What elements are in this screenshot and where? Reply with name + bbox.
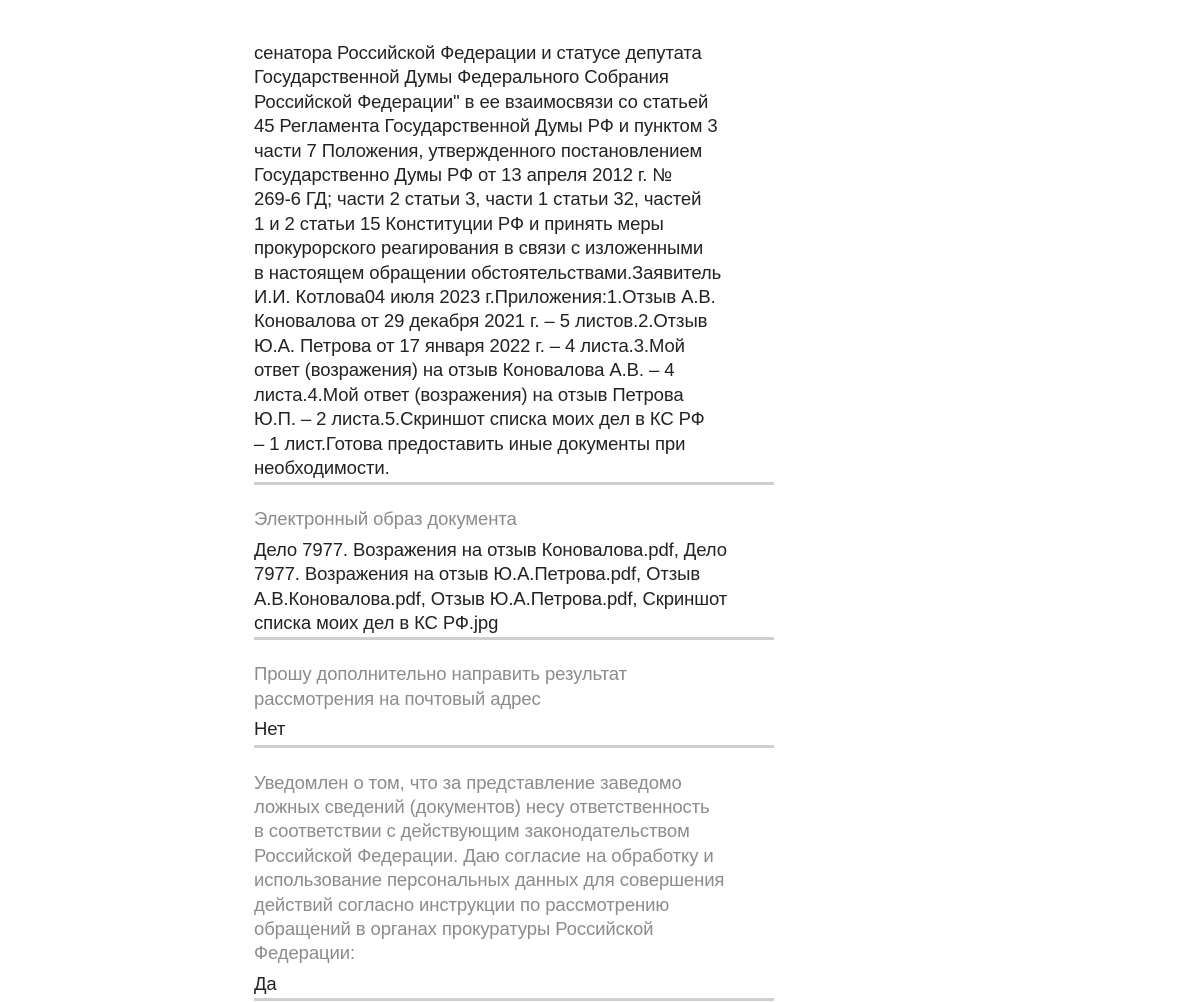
electronic-document-value: Дело 7977. Возражения на отзыв Коновалова.pdf, Дело 7977. Возражения на отзыв Ю.А.Петрова.pdf, Отзыв А.В.Коновалова.pdf, Отзыв Ю.А.Петрова.pdf, Скриншот списка моих дел в КС РФ.jpg (254, 538, 728, 633)
postal-delivery-label: Прошу дополнительно направить результат рассмотрения на почтовый адрес (254, 663, 627, 709)
electronic-document-section (254, 507, 774, 640)
appeal-text-value: сенатора Российской Федерации и статусе депутата Государственной Думы Федерального Собрания Российской Федерации" в ее взаимосвязи со статьей 45 Регламента Государственной Думы РФ и пунктом 3 части 7 Положения, утвержденного постановлением Государственно Думы РФ от 13 апреля 2012 г. № 269-6 ГД; части 2 статьи 3, части 1 статьи 32, частей 1 и 2 статьи 15 Конституции РФ и принять меры прокурорского реагирования в связи с изложенными в настоящем обращении обстоятельствами.Заявитель И.И. Котлова04 июля 2023 г.Приложения:1.Отзыв А.В. Коновалова от 29 декабря 2021 г. – 5 листов.2.Отзыв Ю.А. Петрова от 17 января 2022 г. – 4 листа.3.Мой ответ (возражения) на отзыв Коновалова А.В. – 4 листа.4.Мой ответ (возражения) на отзыв Петрова Ю.П. – 2 листа.5.Скриншот списка моих дел в КС РФ – 1 лист.Готова предоставить иные документы при необходимости. (254, 42, 722, 478)
postal-delivery-value: Нет (254, 718, 286, 740)
electronic-document-label: Электронный образ документа (254, 508, 517, 530)
consent-label: Уведомлен о том, что за представление заведомо ложных сведений (документов) несу ответственность в соответствии с действующим законодательством Российской Федерации. Даю согласие на обработку и использование персональных данных для совершения действий согласно инструкции по рассмотрению обращений в органах прокуратуры Российской Федерации: (254, 771, 725, 964)
postal-delivery-section (254, 662, 774, 747)
consent-value: Да (254, 972, 277, 994)
appeal-text-section (254, 41, 774, 485)
consent-section (254, 771, 774, 1002)
appeal-document (254, 38, 774, 1001)
